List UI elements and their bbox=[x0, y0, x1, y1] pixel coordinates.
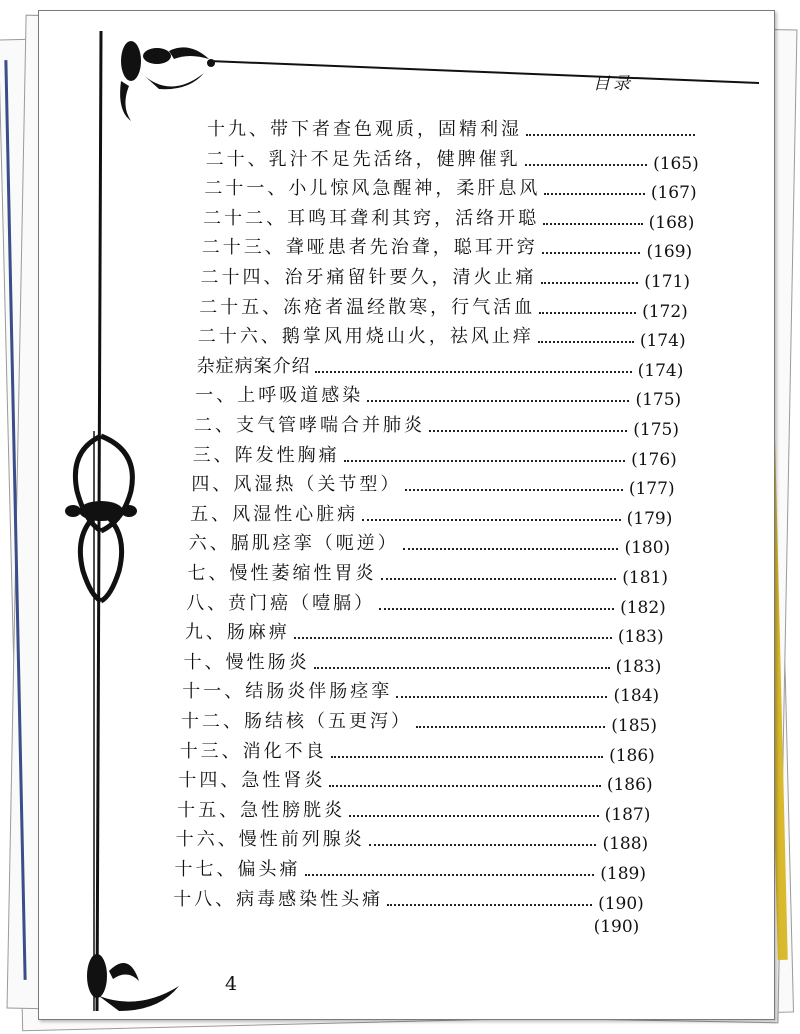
toc-entry-page: (175) bbox=[635, 390, 682, 411]
toc-entry bbox=[178, 770, 653, 796]
toc-entry bbox=[197, 326, 686, 352]
toc-dot-leader bbox=[349, 815, 599, 817]
toc-entry-title: 二十五、冻疮者温经散寒，行气活血 bbox=[199, 296, 536, 318]
toc-entry-page: (176) bbox=[631, 449, 677, 470]
toc-dot-leader bbox=[369, 844, 597, 846]
toc-entry-title: 二、支气管哮喘合并肺炎 bbox=[194, 415, 425, 436]
toc-entry bbox=[192, 444, 677, 470]
toc-entry-page: (179) bbox=[626, 508, 673, 529]
toc-entry-title: 十三、消化不良 bbox=[179, 740, 327, 762]
toc-dot-leader bbox=[387, 904, 592, 906]
toc-dot-leader bbox=[539, 312, 636, 314]
toc-entry bbox=[191, 474, 675, 500]
toc-entry-page: (169) bbox=[646, 242, 693, 263]
toc-entry bbox=[205, 148, 699, 174]
toc-entry bbox=[188, 533, 671, 559]
toc-entry-title: 十四、急性肾炎 bbox=[178, 770, 326, 792]
toc-entry bbox=[173, 888, 644, 914]
toc-entry bbox=[175, 829, 649, 855]
toc-entry-page: (182) bbox=[620, 597, 666, 618]
toc-trailing-page-number: (190) bbox=[593, 917, 640, 938]
toc-entry bbox=[201, 237, 693, 263]
toc-entry-title: 九、肠麻痹 bbox=[184, 622, 290, 644]
toc-entry bbox=[182, 681, 660, 707]
toc-dot-leader bbox=[544, 193, 644, 195]
toc-entry-page: (175) bbox=[633, 420, 679, 440]
toc-entry bbox=[186, 592, 666, 618]
toc-entry-title: 四、风湿热（关节型） bbox=[191, 474, 402, 496]
toc-entry-page: (190) bbox=[598, 893, 644, 914]
toc-entry bbox=[199, 296, 688, 322]
toc-entry-page: (177) bbox=[628, 479, 675, 500]
toc-entry-title: 十一、结肠炎伴肠痉挛 bbox=[182, 681, 393, 703]
toc-entry-title: 十六、慢性前列腺炎 bbox=[175, 829, 365, 851]
toc-entry-title: 二十二、耳鸣耳聋利其窍，活络开聪 bbox=[203, 207, 540, 229]
toc-entry-title: 十七、偏头痛 bbox=[174, 859, 301, 880]
toc-entry-page: (186) bbox=[609, 745, 655, 766]
toc-entry-page: (167) bbox=[650, 183, 697, 204]
toc-entry bbox=[184, 622, 664, 648]
toc-entry bbox=[195, 385, 682, 411]
toc-entry-title: 二十、乳汁不足先活络，健脾催乳 bbox=[205, 148, 521, 170]
header-label: 目录 bbox=[593, 74, 633, 94]
toc-entry-page: (186) bbox=[606, 775, 653, 796]
toc-entry-title: 二十一、小儿惊风急醒神，柔肝息风 bbox=[204, 178, 541, 200]
toc-entry bbox=[187, 563, 669, 588]
toc-dot-leader bbox=[314, 667, 610, 669]
toc-entry-title: 二十三、聋哑患者先治聋，聪耳开窍 bbox=[201, 237, 538, 259]
toc-entry bbox=[207, 119, 701, 141]
toc-entry-page: (174) bbox=[639, 331, 686, 352]
toc-dot-leader bbox=[344, 460, 625, 462]
toc-entry bbox=[200, 267, 691, 292]
toc-dot-leader bbox=[541, 282, 639, 284]
toc-entry bbox=[196, 355, 684, 381]
toc-dot-leader bbox=[403, 548, 619, 550]
toc-dot-leader bbox=[405, 489, 622, 491]
toc-entry bbox=[204, 178, 697, 204]
toc-entry bbox=[181, 711, 657, 736]
toc-entry-title: 二十六、鹅掌风用烧山火，祛风止痒 bbox=[197, 326, 534, 348]
toc-entry-page: (187) bbox=[604, 804, 651, 825]
toc-dot-leader bbox=[542, 252, 641, 254]
toc-dot-leader bbox=[379, 608, 614, 610]
toc-dot-leader bbox=[526, 134, 695, 136]
toc-entry bbox=[179, 740, 655, 766]
toc-dot-leader bbox=[396, 696, 607, 698]
toc-entry-page: (174) bbox=[637, 360, 684, 381]
toc-dot-leader bbox=[362, 519, 621, 521]
toc-dot-leader bbox=[367, 400, 629, 402]
toc-entry bbox=[203, 207, 695, 233]
toc-dot-leader bbox=[416, 726, 605, 728]
toc-dot-leader bbox=[294, 637, 612, 639]
toc-dot-leader bbox=[538, 341, 634, 343]
toc-section-title: 杂症病案介绍 bbox=[196, 355, 311, 377]
toc-entry-title: 十八、病毒感染性头痛 bbox=[173, 888, 384, 910]
toc-entry bbox=[194, 415, 679, 440]
toc-entry-page: (168) bbox=[648, 212, 695, 233]
toc-entry-page: (171) bbox=[644, 272, 690, 292]
toc-entry-title: 十五、急性膀胱炎 bbox=[177, 799, 346, 821]
toc-dot-leader bbox=[329, 785, 600, 787]
toc-entry-title: 六、膈肌痉挛（呃逆） bbox=[188, 533, 399, 555]
toc-entry bbox=[183, 651, 662, 677]
page-number: 4 bbox=[225, 973, 238, 995]
toc-entry bbox=[190, 503, 673, 529]
toc-entry bbox=[174, 859, 647, 884]
toc-dot-leader bbox=[381, 578, 617, 580]
toc-entry-page: (180) bbox=[624, 538, 671, 559]
toc-entry-title: 十九、带下者查色观质，固精利湿 bbox=[207, 119, 522, 140]
toc-entry-page: (189) bbox=[600, 864, 646, 884]
toc-entry-title: 八、贲门癌（噎膈） bbox=[186, 592, 376, 614]
toc-dot-leader bbox=[429, 430, 627, 432]
toc-entry-title: 二十四、治牙痛留针要久，清火止痛 bbox=[200, 267, 537, 288]
toc-entry-title: 七、慢性萎缩性胃炎 bbox=[187, 563, 377, 584]
toc-dot-leader bbox=[543, 223, 643, 225]
toc-entry-page: (165) bbox=[653, 153, 699, 174]
toc-dot-leader bbox=[331, 756, 603, 758]
toc-trailing-page bbox=[593, 912, 640, 938]
toc-entry-title: 十、慢性肠炎 bbox=[183, 651, 310, 673]
toc-entry-page: (184) bbox=[613, 686, 660, 707]
toc-entry-page: (172) bbox=[642, 301, 688, 322]
toc-entry-page: (183) bbox=[617, 627, 664, 648]
toc-dot-leader bbox=[315, 371, 632, 373]
toc-entry-page: (181) bbox=[622, 568, 668, 588]
toc-entry-title: 十二、肠结核（五更泻） bbox=[181, 711, 412, 732]
toc-entry-title: 一、上呼吸道感染 bbox=[195, 385, 364, 407]
toc-entry-title: 五、风湿性心脏病 bbox=[190, 503, 359, 525]
book-page bbox=[38, 10, 775, 1020]
toc-entry-title: 三、阵发性胸痛 bbox=[192, 444, 340, 466]
toc-entry bbox=[177, 799, 651, 825]
toc-entry-page: (185) bbox=[611, 716, 657, 736]
toc-entry-page: (188) bbox=[602, 834, 649, 855]
toc-dot-leader bbox=[305, 874, 595, 876]
toc-entry-page: (183) bbox=[615, 656, 662, 677]
toc-dot-leader bbox=[525, 164, 647, 166]
